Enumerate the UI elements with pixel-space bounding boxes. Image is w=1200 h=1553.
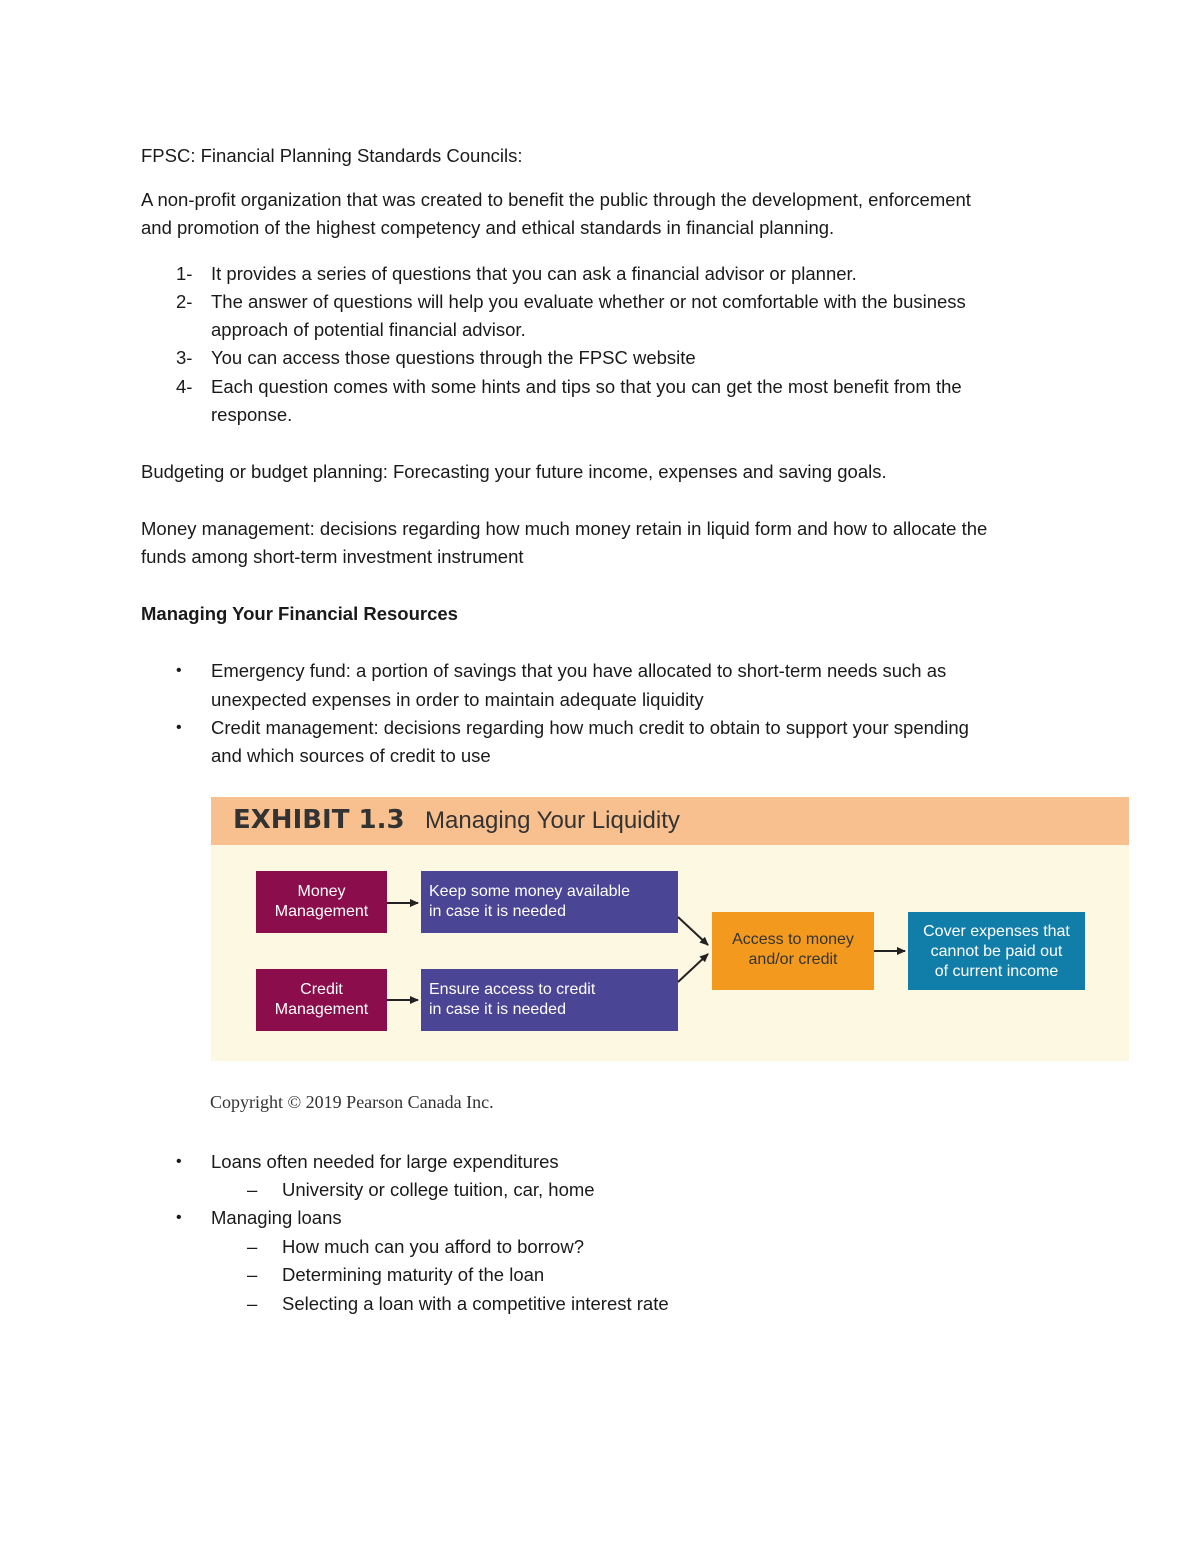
box-label: Money [297, 883, 346, 900]
box-label: cannot be paid out [930, 943, 1063, 960]
sub-bullet-item: How much can you afford to borrow? [282, 1236, 584, 1257]
exhibit-number: EXHIBIT 1.3 [233, 805, 405, 835]
section-heading: Managing Your Financial Resources [141, 603, 458, 624]
bullet-item: Credit management: decisions regarding how much credit to obtain to support your spending [211, 717, 969, 738]
exhibit-figure [211, 797, 1129, 1061]
list-item: Each question comes with some hints and tips so that you can get the most benefit from the [211, 376, 962, 397]
exhibit-title: Managing Your Liquidity [425, 807, 680, 834]
money-management-line-1: Money management: decisions regarding how much money retain in liquid form and how to allocate the [141, 518, 988, 539]
copyright-caption: Copyright © 2019 Pearson Canada Inc. [210, 1092, 494, 1112]
fpsc-heading: FPSC: Financial Planning Standards Councils: [141, 145, 523, 166]
dash-icon: – [247, 1293, 258, 1314]
box-label: Ensure access to credit [429, 981, 596, 998]
box-label: and/or credit [748, 951, 838, 968]
box-label: Management [274, 1001, 369, 1018]
bullet-icon: • [176, 1153, 182, 1170]
bullet-item: Emergency fund: a portion of savings that you have allocated to short-term needs such as [211, 660, 947, 681]
box-label: Access to money [732, 931, 854, 948]
list-item-continuation: approach of potential financial advisor. [211, 319, 526, 340]
fpsc-description-line-1: A non-profit organization that was created to benefit the public through the development, enforcement [141, 189, 971, 210]
exhibit-arrows [211, 797, 1129, 1061]
list-item-continuation: response. [211, 404, 293, 425]
bullet-item-continuation: unexpected expenses in order to maintain adequate liquidity [211, 689, 704, 710]
sub-bullet-item: Selecting a loan with a competitive interest rate [282, 1293, 669, 1314]
box-label: in case it is needed [429, 903, 566, 920]
dash-icon: – [247, 1264, 258, 1285]
fpsc-description-line-2: and promotion of the highest competency and ethical standards in financial planning. [141, 217, 835, 238]
budgeting-paragraph: Budgeting or budget planning: Forecasting your future income, expenses and saving goals. [141, 461, 887, 482]
list-number: 2- [176, 291, 193, 312]
box-label: of current income [934, 963, 1059, 980]
list-number: 4- [176, 376, 193, 397]
bullet-item: Loans often needed for large expenditures [211, 1151, 559, 1172]
sub-bullet-item: University or college tuition, car, home [282, 1179, 595, 1200]
box-label: Keep some money available [429, 883, 631, 900]
arrow-keep-to-access [678, 917, 708, 945]
list-number: 3- [176, 347, 193, 368]
box-label: Management [274, 903, 369, 920]
box-label: Cover expenses that [923, 923, 1070, 940]
dash-icon: – [247, 1179, 258, 1200]
sub-bullet-item: Determining maturity of the loan [282, 1264, 545, 1285]
bullet-icon: • [176, 662, 182, 679]
box-label: Credit [300, 981, 343, 998]
arrow-ensure-to-access [678, 954, 708, 982]
list-item: You can access those questions through the FPSC website [211, 347, 696, 368]
dash-icon: – [247, 1236, 258, 1257]
bullet-icon: • [176, 1209, 182, 1226]
money-management-line-2: funds among short-term investment instrument [141, 546, 524, 567]
list-item: It provides a series of questions that you can ask a financial advisor or planner. [211, 263, 857, 284]
bullet-icon: • [176, 719, 182, 736]
list-item: The answer of questions will help you evaluate whether or not comfortable with the business [211, 291, 966, 312]
list-number: 1- [176, 263, 193, 284]
bullet-item: Managing loans [211, 1207, 342, 1228]
bullet-item-continuation: and which sources of credit to use [211, 745, 491, 766]
box-label: in case it is needed [429, 1001, 566, 1018]
